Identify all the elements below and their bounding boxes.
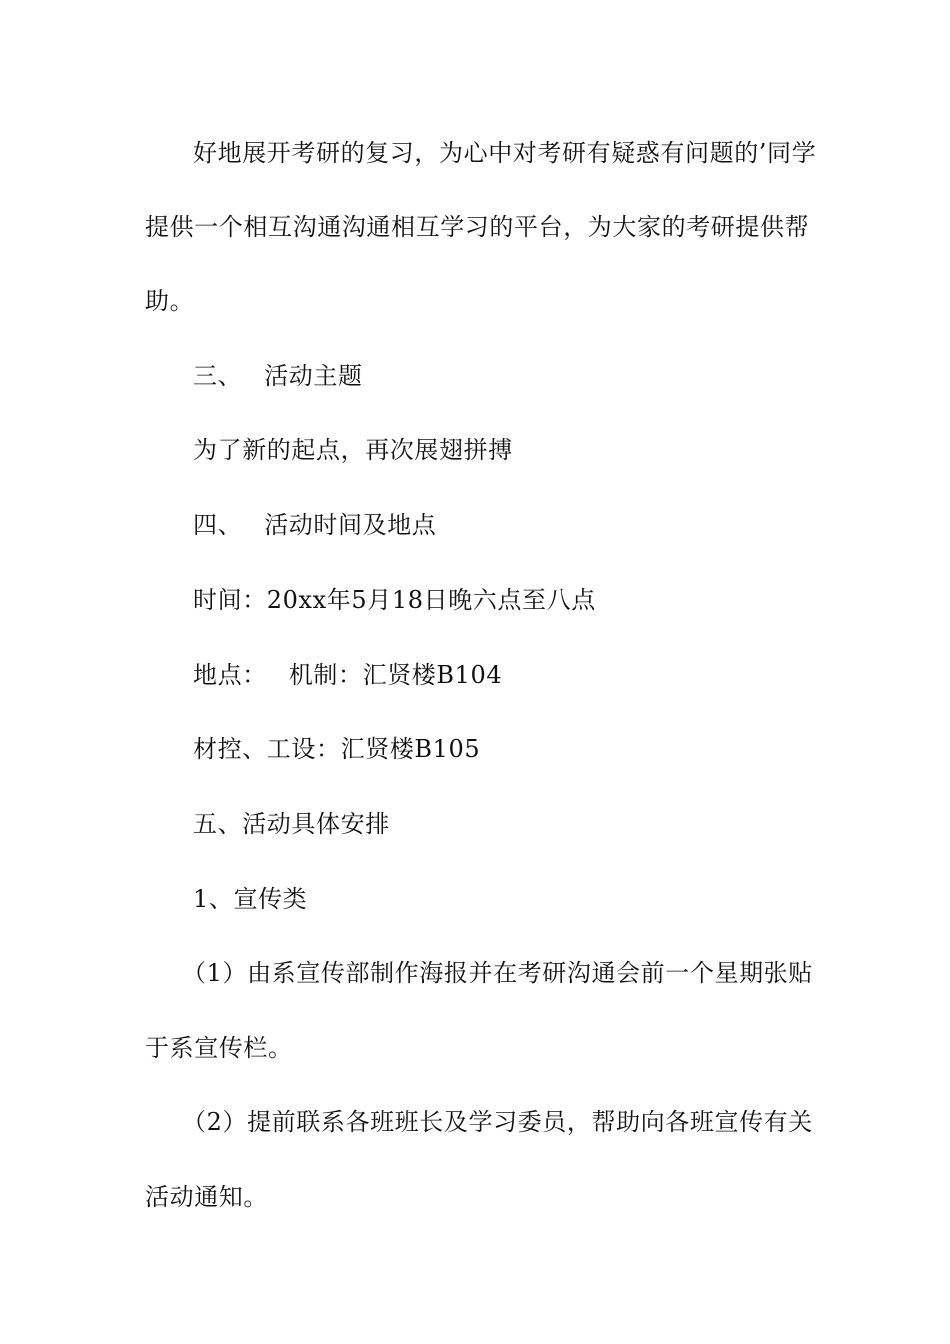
location-value: 机制：汇贤楼B104 (288, 661, 503, 689)
paragraph-line (145, 1033, 293, 1063)
line-text: 五、活动具体安排 (193, 810, 390, 838)
section-heading-three (193, 361, 363, 391)
line-text: （2）提前联系各班班长及学习委员，帮助向各班宣传有关 (182, 1108, 813, 1136)
section-heading-four (193, 510, 436, 540)
line-text: 提供一个相互沟通沟通相互学习的平台，为大家的考研提供帮 (145, 213, 810, 241)
subsection-heading (193, 884, 307, 914)
line-text: 为了新的起点，再次展翅拼搏 (193, 436, 513, 464)
paragraph-line (145, 1182, 268, 1212)
line-text: 时间：20xx年5月18日晚六点至八点 (193, 586, 596, 614)
section-heading-five (193, 809, 390, 839)
location-label: 地点： (193, 661, 267, 689)
paragraph-line (145, 212, 809, 242)
location-line (193, 660, 502, 690)
time-line (193, 585, 596, 615)
line-text: 材控、工设：汇贤楼B105 (193, 735, 481, 763)
section-title: 活动主题 (264, 362, 363, 390)
section-number: 四、 (193, 511, 243, 539)
line-text: 活动通知。 (145, 1183, 268, 1211)
paragraph-line (145, 286, 194, 316)
line-text: 助。 (145, 287, 195, 315)
section-number: 三、 (193, 362, 243, 390)
list-item (182, 958, 813, 988)
line-text: 1、宣传类 (193, 885, 308, 913)
line-text: 于系宣传栏。 (145, 1034, 293, 1062)
section-title: 活动时间及地点 (264, 511, 437, 539)
line-text: 好地展开考研的复习，为心中对考研有疑惑有问题的’同学 (193, 139, 817, 167)
list-item (182, 1107, 813, 1137)
paragraph-line (193, 138, 816, 168)
location-line-2 (193, 734, 480, 764)
theme-text (193, 435, 513, 465)
line-text: （1）由系宣传部制作海报并在考研沟通会前一个星期张贴 (182, 959, 813, 987)
